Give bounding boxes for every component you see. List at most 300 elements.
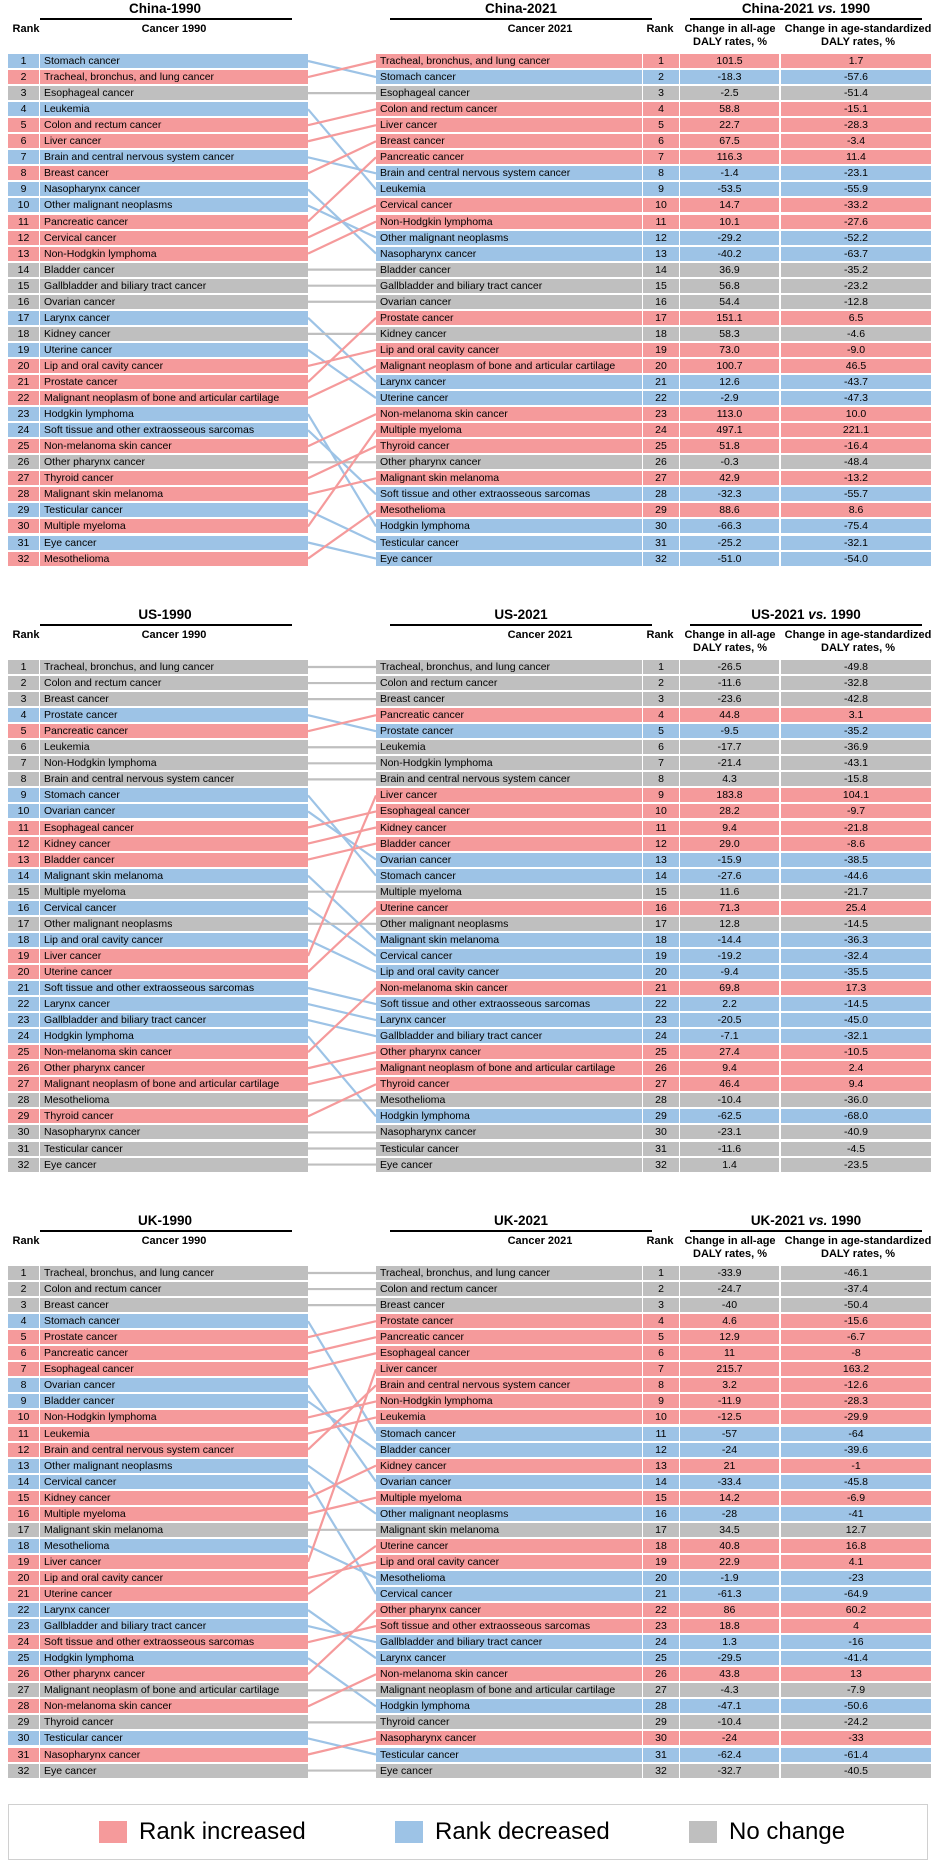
cancer-1990-row: Prostate cancer	[40, 708, 308, 722]
rank-2021: 15	[643, 1491, 679, 1505]
change-age-standardized-value: 9.4	[781, 1077, 931, 1091]
cancer-2021-row: Prostate cancer	[376, 1314, 642, 1328]
change-age-standardized-value: -49.8	[781, 660, 931, 674]
cancer-1990-row: Larynx cancer	[40, 997, 308, 1011]
header-rank-left: Rank	[12, 629, 40, 641]
change-age-standardized-value: -27.6	[781, 215, 931, 229]
cancer-2021-row: Larynx cancer	[376, 375, 642, 389]
header-change-age-standardized: Change in age-standardized DALY rates, %	[784, 629, 932, 654]
change-all-age-value: -11.6	[680, 676, 779, 690]
rank-link	[308, 1068, 376, 1084]
rank-2021: 8	[643, 772, 679, 786]
rank-2021: 10	[643, 1410, 679, 1424]
cancer-1990-row: Kidney cancer	[40, 837, 308, 851]
change-age-standardized-value: -50.6	[781, 1699, 931, 1713]
cancer-2021-row: Eye cancer	[376, 1158, 642, 1172]
change-age-standardized-value: 6.5	[781, 311, 931, 325]
cancer-2021-row: Leukemia	[376, 182, 642, 196]
rank-link	[308, 1417, 376, 1433]
change-age-standardized-value: 1.7	[781, 54, 931, 68]
header-cancer-1990: Cancer 1990	[141, 23, 207, 35]
change-age-standardized-value: -23.2	[781, 279, 931, 293]
change-all-age-value: -2.5	[680, 86, 779, 100]
rank-2021: 6	[643, 134, 679, 148]
rank-1990: 24	[8, 423, 39, 437]
rank-2021: 11	[643, 215, 679, 229]
cancer-1990-row: Hodgkin lymphoma	[40, 407, 308, 421]
change-all-age-value: 58.8	[680, 102, 779, 116]
rank-1990: 3	[8, 692, 39, 706]
change-all-age-value: -40	[680, 1298, 779, 1312]
rank-1990: 29	[8, 503, 39, 517]
cancer-1990-row: Testicular cancer	[40, 1142, 308, 1156]
title-mid: China-2021	[484, 1, 558, 16]
header-rank-right: Rank	[646, 629, 674, 641]
legend-nochange-label: No change	[729, 1818, 846, 1845]
change-all-age-value: -9.5	[680, 724, 779, 738]
rank-2021: 16	[643, 1507, 679, 1521]
change-age-standardized-value: -38.5	[781, 853, 931, 867]
cancer-1990-row: Malignant neoplasm of bone and articular cartilage	[40, 1683, 308, 1697]
cancer-2021-row: Gallbladder and biliary tract cancer	[376, 1029, 642, 1043]
change-age-standardized-value: 13	[781, 1667, 931, 1681]
rank-1990: 21	[8, 375, 39, 389]
title-right-vs: vs.	[808, 1213, 828, 1228]
cancer-2021-row: Nasopharynx cancer	[376, 247, 642, 261]
change-all-age-value: 12.8	[680, 917, 779, 931]
change-all-age-value: -7.1	[680, 1029, 779, 1043]
rank-1990: 19	[8, 343, 39, 357]
cancer-2021-row: Other pharynx cancer	[376, 1045, 642, 1059]
change-age-standardized-value: -4.5	[781, 1142, 931, 1156]
cancer-2021-row: Eye cancer	[376, 1764, 642, 1778]
legend	[8, 1804, 928, 1860]
rank-2021: 4	[643, 1314, 679, 1328]
change-age-standardized-value: -23	[781, 1571, 931, 1585]
change-age-standardized-value: -33	[781, 1731, 931, 1745]
cancer-2021-row: Other malignant neoplasms	[376, 917, 642, 931]
rank-1990: 8	[8, 166, 39, 180]
change-age-standardized-value: -75.4	[781, 519, 931, 533]
cancer-1990-row: Gallbladder and biliary tract cancer	[40, 1013, 308, 1027]
rank-link	[308, 1321, 376, 1337]
cancer-2021-row: Prostate cancer	[376, 724, 642, 738]
cancer-2021-row: Malignant skin melanoma	[376, 1523, 642, 1537]
rank-link	[308, 430, 376, 526]
cancer-2021-row: Esophageal cancer	[376, 86, 642, 100]
change-age-standardized-value: -61.4	[781, 1748, 931, 1762]
cancer-1990-row: Gallbladder and biliary tract cancer	[40, 279, 308, 293]
header-cancer-2021: Cancer 2021	[507, 629, 573, 641]
cancer-2021-row: Cervical cancer	[376, 198, 642, 212]
cancer-1990-row: Other malignant neoplasms	[40, 1459, 308, 1473]
rank-link	[308, 222, 376, 254]
rank-1990: 30	[8, 1125, 39, 1139]
cancer-2021-row: Colon and rectum cancer	[376, 102, 642, 116]
rank-2021: 30	[643, 519, 679, 533]
rank-link	[308, 510, 376, 542]
cancer-1990-row: Multiple myeloma	[40, 1507, 308, 1521]
rank-2021: 21	[643, 375, 679, 389]
change-all-age-value: 101.5	[680, 54, 779, 68]
rank-1990: 28	[8, 487, 39, 501]
cancer-2021-row: Stomach cancer	[376, 1427, 642, 1441]
change-all-age-value: -20.5	[680, 1013, 779, 1027]
cancer-2021-row: Bladder cancer	[376, 263, 642, 277]
rank-1990: 8	[8, 1378, 39, 1392]
cancer-2021-row: Ovarian cancer	[376, 1475, 642, 1489]
change-all-age-value: 4.6	[680, 1314, 779, 1328]
rank-1990: 20	[8, 359, 39, 373]
change-all-age-value: -17.7	[680, 740, 779, 754]
cancer-1990-row: Testicular cancer	[40, 1731, 308, 1745]
change-age-standardized-value: -4.6	[781, 327, 931, 341]
rank-1990: 28	[8, 1093, 39, 1107]
cancer-2021-row: Brain and central nervous system cancer	[376, 1378, 642, 1392]
rank-2021: 9	[643, 1394, 679, 1408]
header-cancer-1990: Cancer 1990	[141, 629, 207, 641]
rank-1990: 17	[8, 917, 39, 931]
change-age-standardized-value: -64	[781, 1427, 931, 1441]
change-age-standardized-value: -16	[781, 1635, 931, 1649]
cancer-1990-row: Other pharynx cancer	[40, 1667, 308, 1681]
change-all-age-value: -14.4	[680, 933, 779, 947]
cancer-2021-row: Thyroid cancer	[376, 1715, 642, 1729]
legend-nochange-swatch	[689, 1821, 717, 1843]
header-rank-left: Rank	[12, 23, 40, 35]
rank-2021: 12	[643, 837, 679, 851]
rank-link	[308, 988, 376, 1004]
rank-1990: 23	[8, 1013, 39, 1027]
change-all-age-value: 3.2	[680, 1378, 779, 1392]
header-cancer-2021: Cancer 2021	[507, 23, 573, 35]
change-age-standardized-value: 12.7	[781, 1523, 931, 1537]
rank-2021: 24	[643, 1635, 679, 1649]
rank-2021: 22	[643, 997, 679, 1011]
cancer-1990-row: Tracheal, bronchus, and lung cancer	[40, 1266, 308, 1280]
change-age-standardized-value: -32.4	[781, 949, 931, 963]
rank-2021: 30	[643, 1731, 679, 1745]
change-age-standardized-value: -52.2	[781, 231, 931, 245]
rank-1990: 13	[8, 247, 39, 261]
cancer-1990-row: Brain and central nervous system cancer	[40, 772, 308, 786]
cancer-1990-row: Non-melanoma skin cancer	[40, 1045, 308, 1059]
cancer-1990-row: Other malignant neoplasms	[40, 917, 308, 931]
rank-2021: 8	[643, 166, 679, 180]
rank-1990: 8	[8, 772, 39, 786]
rank-2021: 18	[643, 933, 679, 947]
change-age-standardized-value: 17.3	[781, 981, 931, 995]
change-all-age-value: 28.2	[680, 804, 779, 818]
rank-2021: 25	[643, 439, 679, 453]
cancer-1990-row: Non-Hodgkin lymphoma	[40, 1410, 308, 1424]
rank-link	[308, 908, 376, 972]
rank-link	[308, 988, 376, 1052]
legend-increased-swatch	[99, 1821, 127, 1843]
change-age-standardized-value: -14.5	[781, 917, 931, 931]
change-all-age-value: 69.8	[680, 981, 779, 995]
rank-1990: 19	[8, 949, 39, 963]
cancer-1990-row: Hodgkin lymphoma	[40, 1651, 308, 1665]
title-mid: UK-2021	[493, 1213, 549, 1228]
change-age-standardized-value: -68.0	[781, 1109, 931, 1123]
change-all-age-value: -1.4	[680, 166, 779, 180]
cancer-2021-row: Liver cancer	[376, 1362, 642, 1376]
cancer-1990-row: Prostate cancer	[40, 375, 308, 389]
change-all-age-value: 2.2	[680, 997, 779, 1011]
cancer-2021-row: Non-melanoma skin cancer	[376, 1667, 642, 1681]
rank-2021: 27	[643, 1683, 679, 1697]
cancer-1990-row: Eye cancer	[40, 536, 308, 550]
rank-1990: 10	[8, 804, 39, 818]
cancer-2021-row: Gallbladder and biliary tract cancer	[376, 1635, 642, 1649]
change-all-age-value: 11	[680, 1346, 779, 1360]
change-all-age-value: -28	[680, 1507, 779, 1521]
rank-2021: 31	[643, 1748, 679, 1762]
rank-2021: 22	[643, 1603, 679, 1617]
rank-2021: 31	[643, 1142, 679, 1156]
header-rank-left: Rank	[12, 1235, 40, 1247]
cancer-2021-row: Kidney cancer	[376, 1459, 642, 1473]
change-age-standardized-value: -55.7	[781, 487, 931, 501]
change-all-age-value: -0.3	[680, 455, 779, 469]
change-age-standardized-value: 4.1	[781, 1555, 931, 1569]
cancer-2021-row: Bladder cancer	[376, 837, 642, 851]
change-age-standardized-value: -3.4	[781, 134, 931, 148]
rank-1990: 10	[8, 198, 39, 212]
rank-1990: 1	[8, 54, 39, 68]
header-change-all-age: Change in all-age DALY rates, %	[684, 23, 776, 48]
cancer-2021-row: Esophageal cancer	[376, 1346, 642, 1360]
panel-china	[0, 0, 936, 565]
rank-1990: 27	[8, 471, 39, 485]
rank-1990: 5	[8, 118, 39, 132]
cancer-2021-row: Brain and central nervous system cancer	[376, 772, 642, 786]
change-all-age-value: -33.9	[680, 1266, 779, 1280]
cancer-1990-row: Cervical cancer	[40, 1475, 308, 1489]
change-age-standardized-value: -37.4	[781, 1282, 931, 1296]
change-all-age-value: 27.4	[680, 1045, 779, 1059]
cancer-1990-row: Non-Hodgkin lymphoma	[40, 247, 308, 261]
rank-2021: 10	[643, 198, 679, 212]
cancer-1990-row: Leukemia	[40, 1427, 308, 1441]
panel-us	[0, 606, 936, 1171]
rank-1990: 28	[8, 1699, 39, 1713]
cancer-1990-row: Uterine cancer	[40, 1587, 308, 1601]
change-all-age-value: -19.2	[680, 949, 779, 963]
change-all-age-value: 56.8	[680, 279, 779, 293]
rank-1990: 9	[8, 182, 39, 196]
rank-1990: 20	[8, 1571, 39, 1585]
change-all-age-value: 88.6	[680, 503, 779, 517]
rank-1990: 27	[8, 1077, 39, 1091]
change-age-standardized-value: -42.8	[781, 692, 931, 706]
rank-1990: 22	[8, 997, 39, 1011]
change-age-standardized-value: 11.4	[781, 150, 931, 164]
cancer-1990-row: Brain and central nervous system cancer	[40, 1443, 308, 1457]
cancer-2021-row: Hodgkin lymphoma	[376, 1109, 642, 1123]
rank-1990: 32	[8, 1158, 39, 1172]
cancer-2021-row: Kidney cancer	[376, 821, 642, 835]
cancer-1990-row: Other pharynx cancer	[40, 1061, 308, 1075]
rank-1990: 4	[8, 102, 39, 116]
rank-1990: 9	[8, 1394, 39, 1408]
rank-link	[308, 366, 376, 398]
cancer-1990-row: Colon and rectum cancer	[40, 118, 308, 132]
cancer-1990-row: Mesothelioma	[40, 1093, 308, 1107]
rank-1990: 31	[8, 536, 39, 550]
cancer-2021-row: Lip and oral cavity cancer	[376, 1555, 642, 1569]
cancer-1990-row: Ovarian cancer	[40, 804, 308, 818]
change-age-standardized-value: -47.3	[781, 391, 931, 405]
rank-1990: 32	[8, 1764, 39, 1778]
change-age-standardized-value: -15.8	[781, 772, 931, 786]
rank-2021: 26	[643, 1061, 679, 1075]
rank-1990: 30	[8, 519, 39, 533]
cancer-2021-row: Other malignant neoplasms	[376, 1507, 642, 1521]
change-age-standardized-value: -28.3	[781, 118, 931, 132]
cancer-1990-row: Lip and oral cavity cancer	[40, 933, 308, 947]
rank-link	[308, 1546, 376, 1594]
change-age-standardized-value: -36.3	[781, 933, 931, 947]
rank-1990: 29	[8, 1715, 39, 1729]
cancer-2021-row: Mesothelioma	[376, 1571, 642, 1585]
change-age-standardized-value: 3.1	[781, 708, 931, 722]
change-age-standardized-value: -41.4	[781, 1651, 931, 1665]
change-all-age-value: 1.4	[680, 1158, 779, 1172]
cancer-1990-row: Tracheal, bronchus, and lung cancer	[40, 660, 308, 674]
cancer-1990-row: Nasopharynx cancer	[40, 1125, 308, 1139]
rank-1990: 25	[8, 1045, 39, 1059]
rank-2021: 24	[643, 423, 679, 437]
change-age-standardized-value: -7.9	[781, 1683, 931, 1697]
change-age-standardized-value: -10.5	[781, 1045, 931, 1059]
cancer-1990-row: Multiple myeloma	[40, 519, 308, 533]
change-age-standardized-value: -57.6	[781, 70, 931, 84]
change-age-standardized-value: -46.1	[781, 1266, 931, 1280]
cancer-2021-row: Tracheal, bronchus, and lung cancer	[376, 1266, 642, 1280]
change-all-age-value: -51.0	[680, 552, 779, 566]
change-age-standardized-value: -54.0	[781, 552, 931, 566]
change-all-age-value: -62.4	[680, 1748, 779, 1762]
change-age-standardized-value: -32.1	[781, 536, 931, 550]
change-all-age-value: -53.5	[680, 182, 779, 196]
header-change-all-age: Change in all-age DALY rates, %	[684, 629, 776, 654]
change-age-standardized-value: -43.1	[781, 756, 931, 770]
cancer-2021-row: Larynx cancer	[376, 1651, 642, 1665]
change-age-standardized-value: -45.0	[781, 1013, 931, 1027]
rank-1990: 3	[8, 86, 39, 100]
change-all-age-value: -62.5	[680, 1109, 779, 1123]
cancer-1990-row: Cervical cancer	[40, 231, 308, 245]
rank-2021: 6	[643, 1346, 679, 1360]
change-all-age-value: -10.4	[680, 1093, 779, 1107]
rank-link	[308, 141, 376, 173]
change-all-age-value: 40.8	[680, 1539, 779, 1553]
cancer-1990-row: Malignant neoplasm of bone and articular cartilage	[40, 391, 308, 405]
rank-2021: 18	[643, 1539, 679, 1553]
rank-1990: 13	[8, 853, 39, 867]
change-all-age-value: 22.9	[680, 1555, 779, 1569]
cancer-2021-row: Multiple myeloma	[376, 423, 642, 437]
cancer-1990-row: Esophageal cancer	[40, 86, 308, 100]
cancer-1990-row: Pancreatic cancer	[40, 724, 308, 738]
cancer-2021-row: Pancreatic cancer	[376, 708, 642, 722]
cancer-1990-row: Malignant skin melanoma	[40, 1523, 308, 1537]
rank-1990: 30	[8, 1731, 39, 1745]
change-age-standardized-value: -64.9	[781, 1587, 931, 1601]
cancer-1990-row: Soft tissue and other extraosseous sarcomas	[40, 423, 308, 437]
rank-2021: 4	[643, 708, 679, 722]
rank-2021: 25	[643, 1651, 679, 1665]
rank-2021: 14	[643, 263, 679, 277]
rank-1990: 22	[8, 391, 39, 405]
cancer-1990-row: Tracheal, bronchus, and lung cancer	[40, 70, 308, 84]
cancer-2021-row: Other pharynx cancer	[376, 1603, 642, 1617]
cancer-1990-row: Nasopharynx cancer	[40, 1748, 308, 1762]
rank-2021: 26	[643, 1667, 679, 1681]
rank-2021: 2	[643, 1282, 679, 1296]
cancer-1990-row: Larynx cancer	[40, 311, 308, 325]
change-age-standardized-value: -36.9	[781, 740, 931, 754]
cancer-2021-row: Uterine cancer	[376, 1539, 642, 1553]
rank-1990: 23	[8, 407, 39, 421]
rank-1990: 32	[8, 552, 39, 566]
rank-1990: 16	[8, 901, 39, 915]
change-age-standardized-value: -16.4	[781, 439, 931, 453]
rank-1990: 16	[8, 295, 39, 309]
cancer-1990-row: Malignant neoplasm of bone and articular cartilage	[40, 1077, 308, 1091]
rank-link	[308, 157, 376, 221]
rank-2021: 21	[643, 981, 679, 995]
cancer-2021-row: Brain and central nervous system cancer	[376, 166, 642, 180]
cancer-2021-row: Non-Hodgkin lymphoma	[376, 1394, 642, 1408]
rank-1990: 15	[8, 1491, 39, 1505]
change-age-standardized-value: -44.6	[781, 869, 931, 883]
rank-2021: 4	[643, 102, 679, 116]
change-all-age-value: -32.7	[680, 1764, 779, 1778]
header-change-all-age: Change in all-age DALY rates, %	[684, 1235, 776, 1260]
rank-1990: 13	[8, 1459, 39, 1473]
change-all-age-value: 22.7	[680, 118, 779, 132]
cancer-2021-row: Other malignant neoplasms	[376, 231, 642, 245]
cancer-1990-row: Multiple myeloma	[40, 885, 308, 899]
title-left: China-1990	[128, 1, 202, 16]
change-age-standardized-value: -40.5	[781, 1764, 931, 1778]
rank-link	[308, 1546, 376, 1578]
rank-link	[308, 125, 376, 141]
cancer-1990-row: Breast cancer	[40, 166, 308, 180]
change-age-standardized-value: -15.1	[781, 102, 931, 116]
rank-1990: 7	[8, 150, 39, 164]
rank-2021: 31	[643, 536, 679, 550]
change-all-age-value: -4.3	[680, 1683, 779, 1697]
cancer-2021-row: Ovarian cancer	[376, 295, 642, 309]
rank-2021: 28	[643, 487, 679, 501]
rank-2021: 29	[643, 503, 679, 517]
rank-1990: 4	[8, 708, 39, 722]
cancer-2021-row: Non-Hodgkin lymphoma	[376, 215, 642, 229]
change-age-standardized-value: 46.5	[781, 359, 931, 373]
rank-1990: 7	[8, 1362, 39, 1376]
cancer-1990-row: Uterine cancer	[40, 965, 308, 979]
header-change-age-standardized: Change in age-standardized DALY rates, %	[784, 23, 932, 48]
cancer-2021-row: Colon and rectum cancer	[376, 676, 642, 690]
rank-link	[308, 940, 376, 972]
change-age-standardized-value: -24.2	[781, 1715, 931, 1729]
rank-2021: 17	[643, 917, 679, 931]
change-age-standardized-value: -40.9	[781, 1125, 931, 1139]
